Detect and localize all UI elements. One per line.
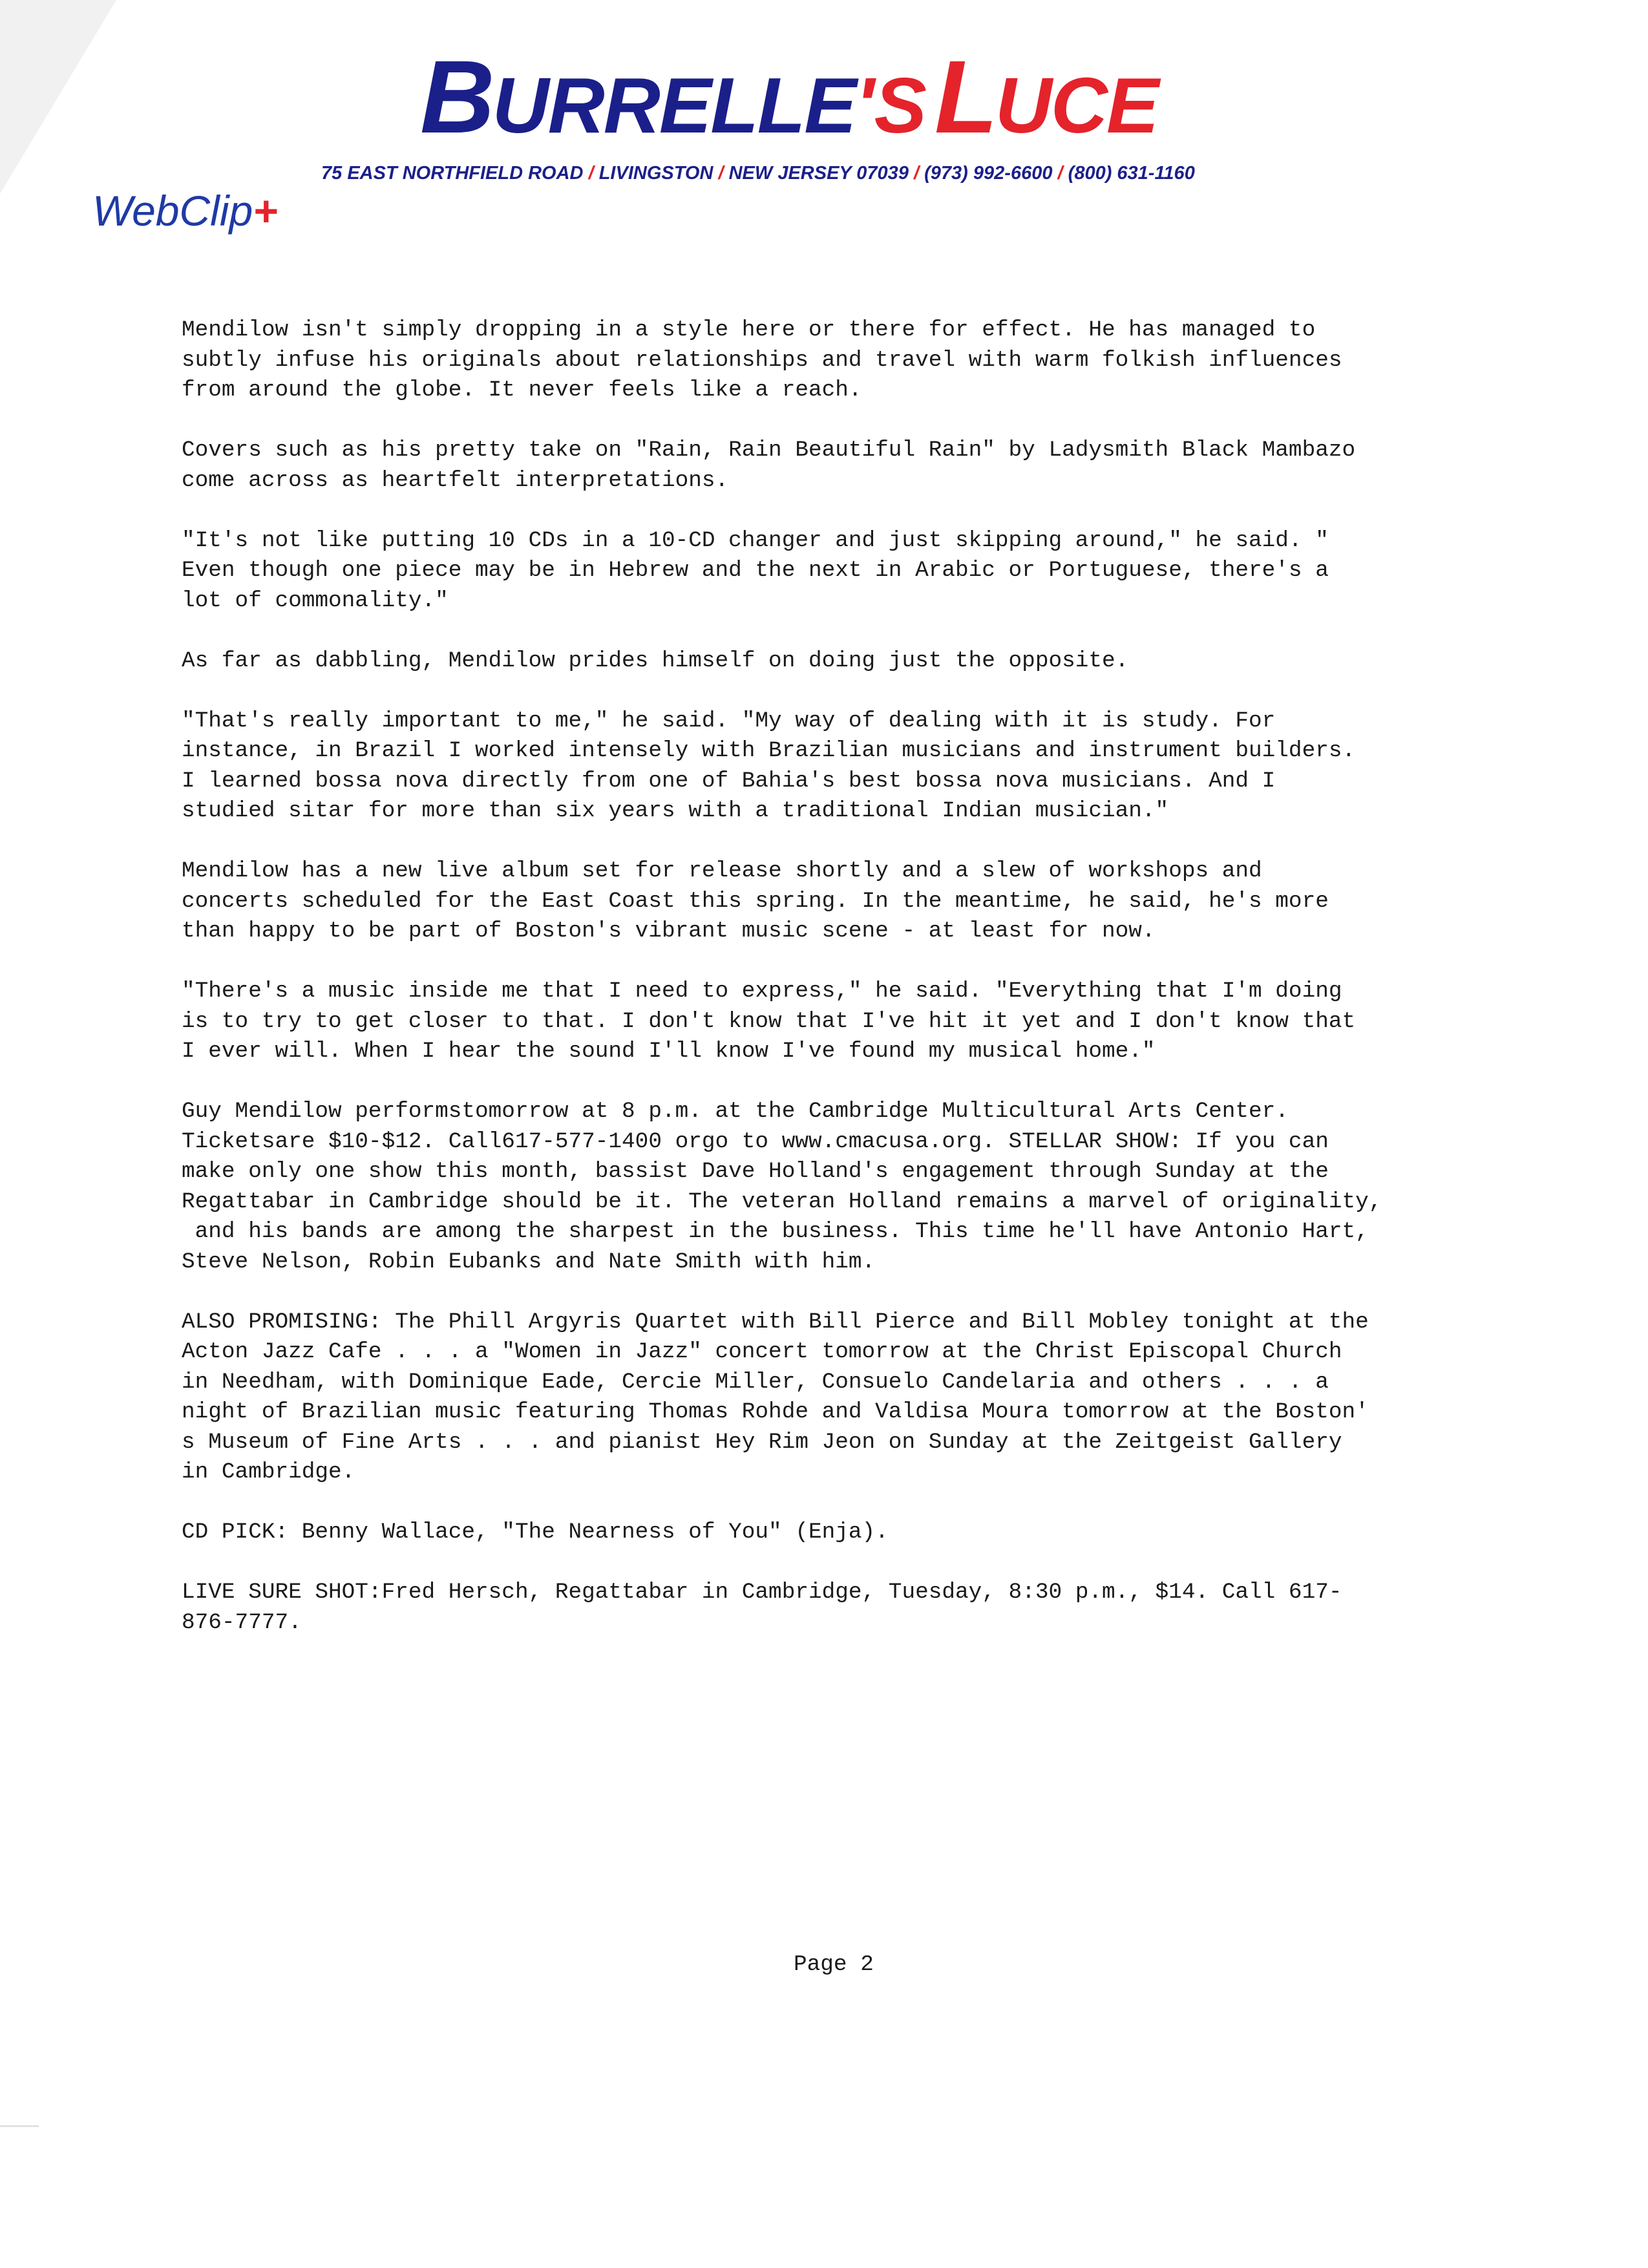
address-separator: / xyxy=(914,163,920,184)
page-number: Page 2 xyxy=(794,1952,874,1977)
address-separator: / xyxy=(718,163,724,184)
scan-artifact-line xyxy=(0,2125,39,2127)
address-city: LIVINGSTON xyxy=(598,163,713,184)
webclip-label xyxy=(92,186,278,235)
logo-letter-s: S xyxy=(874,61,927,149)
address-state-zip: NEW JERSEY 07039 xyxy=(728,163,909,184)
article-paragraph: Mendilow has a new live album set for release shortly and a slew of workshops and concerts scheduled for the East Coast this spring. In the meantime, he said, he's more than happy to be part of Boston's vibrant music scene - at least for now. xyxy=(182,858,1329,944)
logo-letter-l: L xyxy=(935,39,995,154)
logo-letter-b: B xyxy=(420,39,492,154)
logo-text-urrelle: URRELLE xyxy=(492,61,856,149)
address-separator: / xyxy=(1057,163,1063,184)
address-phone-primary: (973) 992-6600 xyxy=(924,163,1053,184)
logo-text-uce: UCE xyxy=(995,61,1158,149)
webclip-plus: + xyxy=(253,187,278,235)
article-paragraph: CD PICK: Benny Wallace, "The Nearness of You" (Enja). xyxy=(182,1520,889,1545)
article-paragraph: ALSO PROMISING: The Phill Argyris Quartet with Bill Pierce and Bill Mobley tonight at the Acton Jazz Cafe . . . a "Women in Jazz" concert tomorrow at the Christ Episcopal Church in Needham, with Dominique Eade, Cercie Miller, Consuelo Candelaria and others . . . a night of Brazilian music featuring Thomas Rohde and Valdisa Moura tomorrow at the Boston' s Museum of Fine Arts . . . and pianist Hey Rim Jeon on Sunday at the Zeitgeist Gallery in Cambridge. xyxy=(182,1309,1369,1485)
address-phone-tollfree: (800) 631-1160 xyxy=(1068,163,1195,184)
article-paragraph: "That's really important to me," he said. "My way of dealing with it is study. For instance, in Brazil I worked intensely with Brazilian musicians and instrument builders. I learned bossa nova directly from one of Bahia's best bossa nova musicians. And I studied sitar for more than six years with a traditional Indian musician." xyxy=(182,708,1356,823)
article-paragraph: "There's a music inside me that I need to express," he said. "Everything that I'm doing is to try to get closer to that. I don't know that I've hit it yet and I don't know that I ever will. When I hear the sound I'll know I've found my musical home." xyxy=(182,979,1356,1064)
article-paragraph: Mendilow isn't simply dropping in a style here or there for effect. He has managed to subtly infuse his originals about relationships and travel with warm folkish influences from around the globe. It never feels like a reach. xyxy=(182,317,1342,403)
article-paragraph: "It's not like putting 10 CDs in a 10-CD changer and just skipping around," he said. " Even though one piece may be in Hebrew and the next in Arabic or Portuguese, there's a lot of commonality." xyxy=(182,527,1329,613)
article-paragraph: Guy Mendilow performstomorrow at 8 p.m. at the Cambridge Multicultural Arts Center. Ticketsare $10-$12. Call617-577-1400 orgo to www.cmacusa.org. STELLAR SHOW: If you can make only one show this month, bassist Dave Holland's engagement through Sunday at the Regattabar in Cambridge should be it. The veteran Holland remains a marvel of originality, and his bands are among the sharpest in the business. This time he'll have Antonio Hart, Steve Nelson, Robin Eubanks and Nate Smith with him. xyxy=(182,1099,1382,1275)
address-separator: / xyxy=(588,163,594,184)
address-street: 75 EAST NORTHFIELD ROAD xyxy=(321,163,584,184)
webclip-text: WebClip xyxy=(92,187,253,235)
article-paragraph: Covers such as his pretty take on "Rain, Rain Beautiful Rain" by Ladysmith Black Mambazo come across as heartfelt interpretations. xyxy=(182,438,1356,493)
article-body xyxy=(182,315,1513,1668)
company-address xyxy=(321,163,1355,184)
page-corner-fold xyxy=(0,0,116,194)
article-paragraph: LIVE SURE SHOT:Fred Hersch, Regattabar in Cambridge, Tuesday, 8:30 p.m., $14. Call 617- 876-7777. xyxy=(182,1580,1342,1635)
logo-apostrophe: ' xyxy=(855,61,874,149)
burrelles-luce-logo xyxy=(420,39,1228,155)
article-paragraph: As far as dabbling, Mendilow prides himself on doing just the opposite. xyxy=(182,648,1129,673)
